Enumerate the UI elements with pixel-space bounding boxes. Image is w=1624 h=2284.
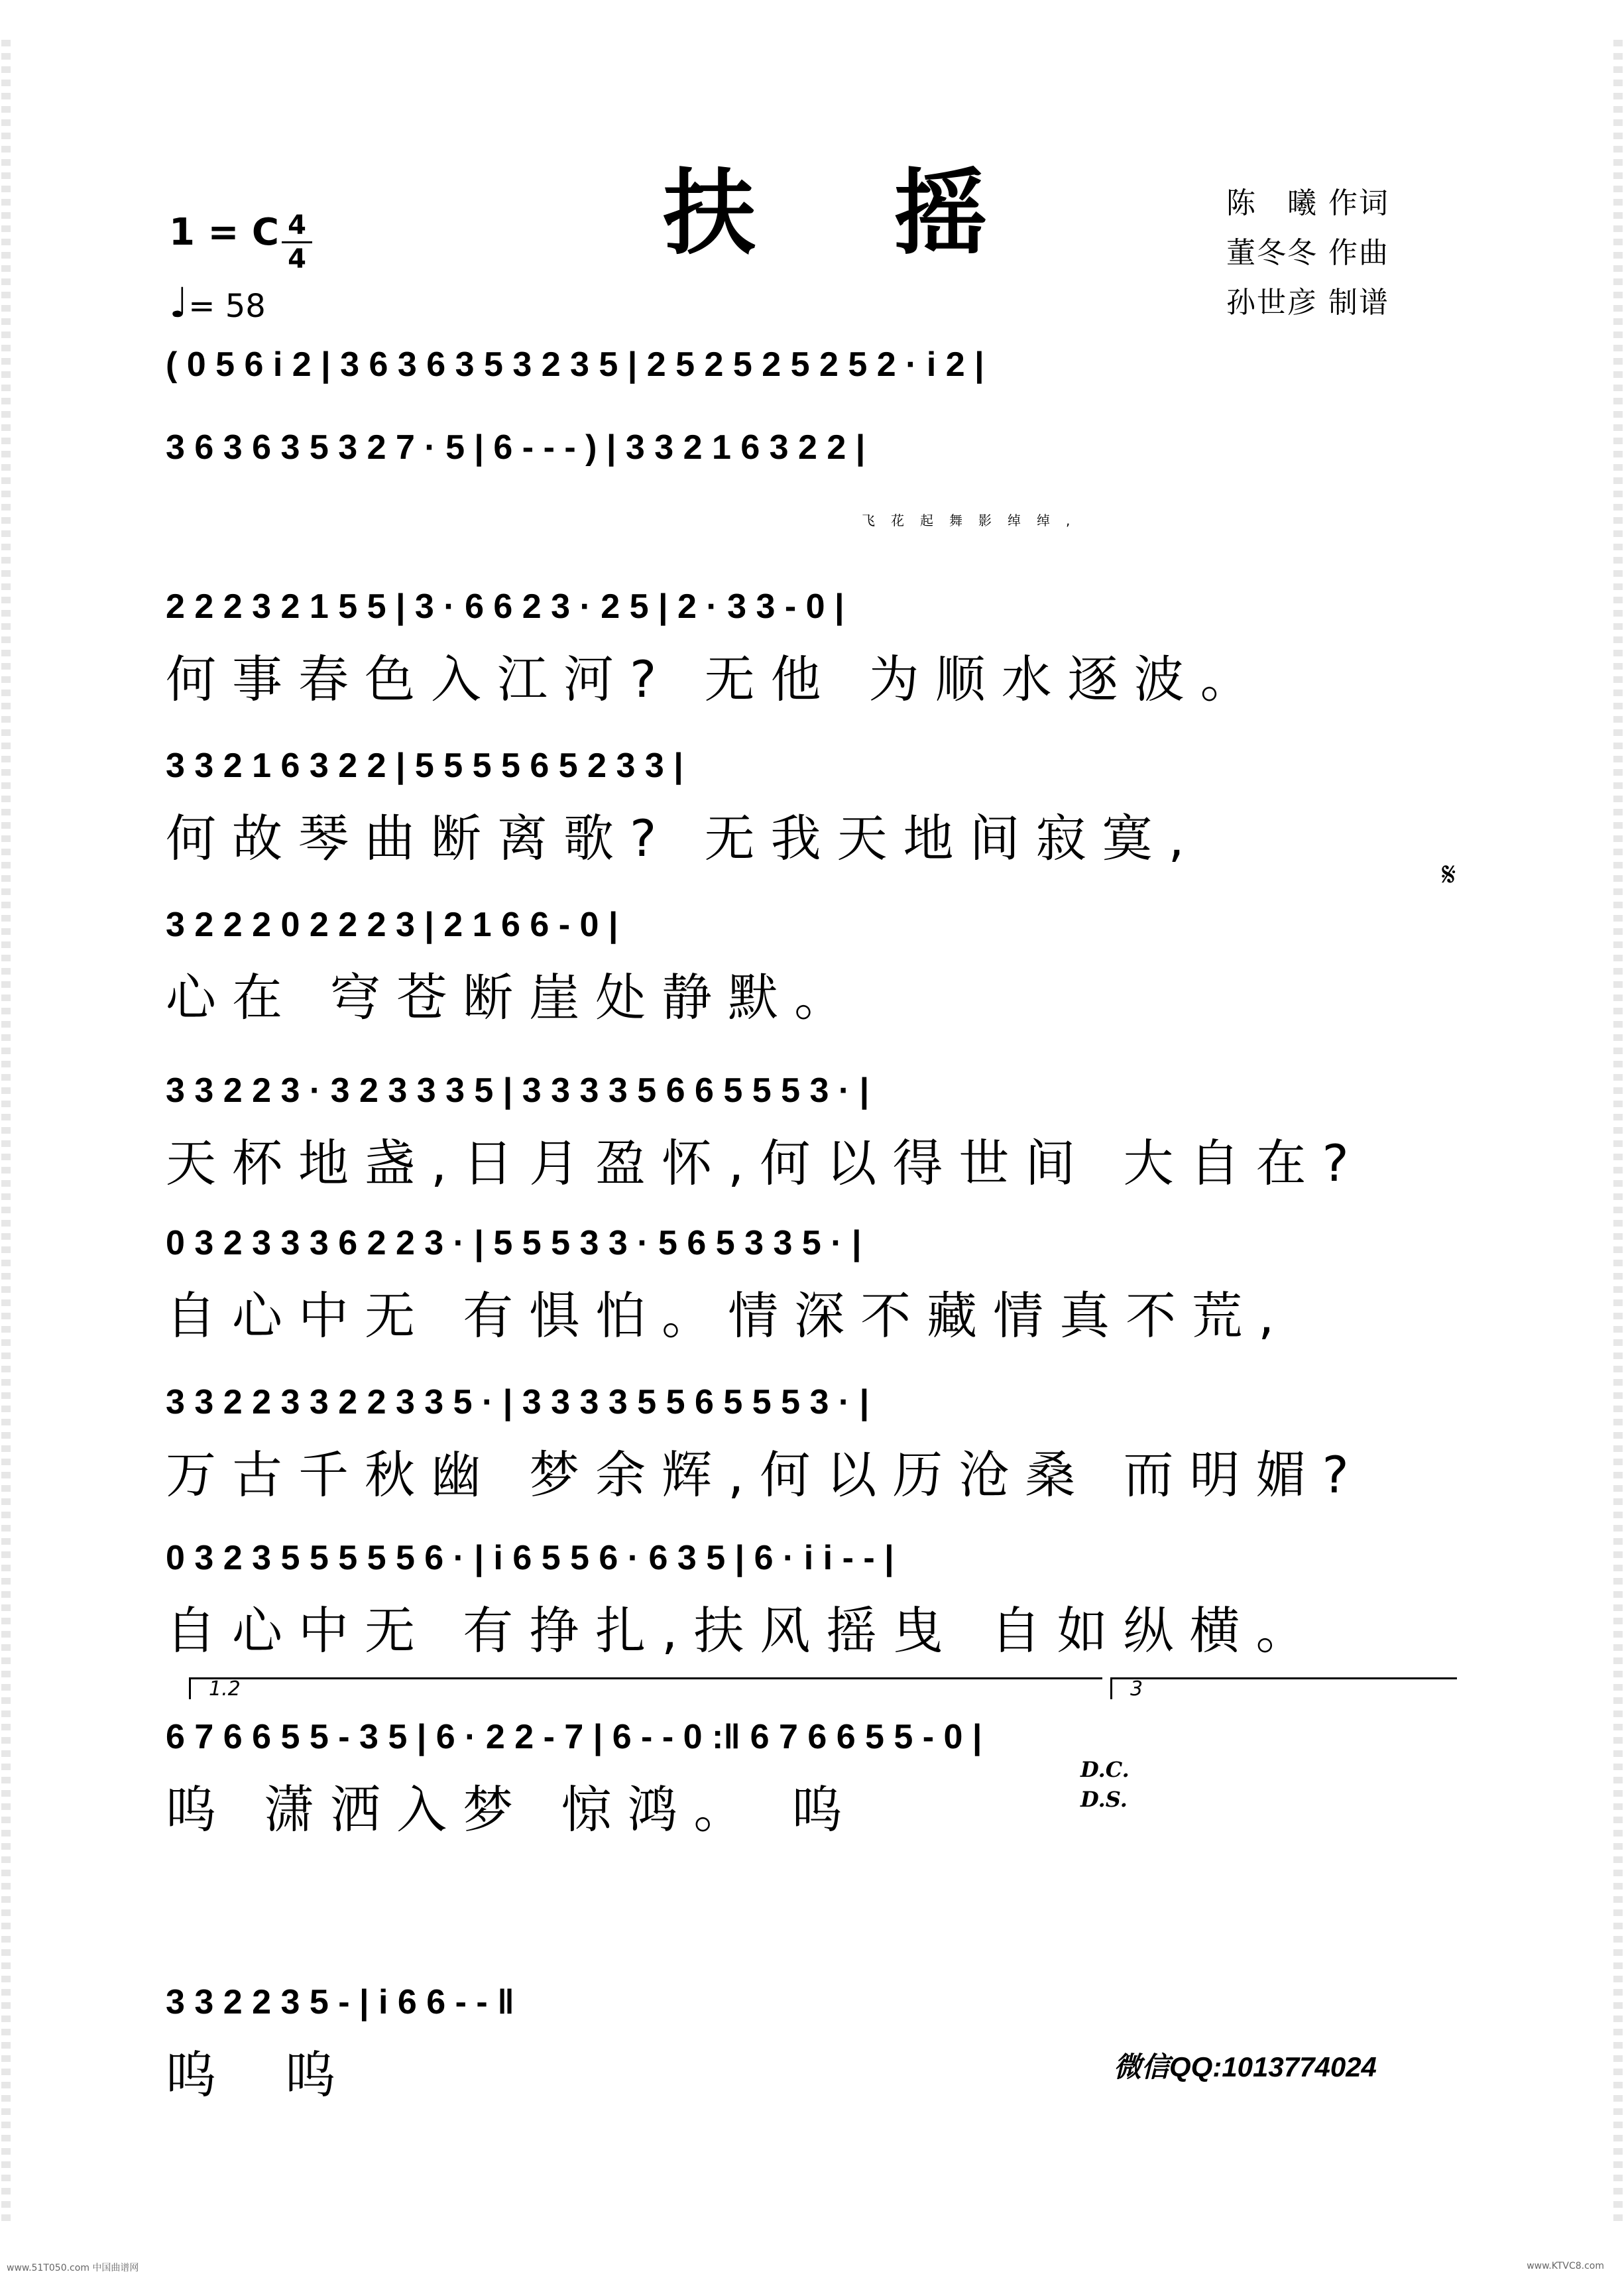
lyrics-line: 天杯地盏,日月盈怀,何以得世间 大自在? bbox=[166, 1134, 1365, 1193]
second-ending-label: 3 bbox=[1130, 1677, 1143, 1701]
time-signature-bottom: 4 bbox=[288, 244, 306, 274]
notation-line: 3 2 2 2 0 2 2 2 3 | 2 1 6 6 - 0 | bbox=[166, 906, 618, 944]
notation-line: 3 3 2 1 6 3 2 2 | 5 5 5 5 6 5 2 3 3 | bbox=[166, 747, 683, 785]
notation-line: ( 0 5 6 i 2 | 3 6 3 6 3 5 3 2 3 5 | 2 5 2 5 2 5 2 5 2 · i 2 | bbox=[166, 345, 984, 384]
notation-line: 3 3 2 2 3 3 2 2 3 3 5 · | 3 3 3 3 5 5 6 5 5 5 3 · | bbox=[166, 1383, 870, 1421]
tempo-marking bbox=[169, 278, 266, 327]
lyrics-line: 何故琴曲断离歌? 无我天地间寂寞, bbox=[166, 809, 1200, 868]
lyrics-line: 自心中无 有挣扎,扶风摇曳 自如纵横。 bbox=[166, 1601, 1322, 1660]
time-signature bbox=[282, 211, 312, 274]
notation-line: 2 2 2 3 2 1 5 5 | 3 · 6 6 2 3 · 2 5 | 2 · 3 3 - 0 | bbox=[166, 587, 844, 626]
second-ending-bracket bbox=[1110, 1677, 1457, 1699]
left-watermark-strip bbox=[1, 40, 11, 2228]
arranger-credit: 孙世彦 制谱 bbox=[1226, 286, 1389, 320]
segno-sign: 𝄋 bbox=[1442, 855, 1456, 894]
wechat-contact: 微信QQ:1013774024 bbox=[1114, 2051, 1377, 2082]
key-signature: 1 = C bbox=[169, 211, 279, 254]
lyrics-line: 呜 潇洒入梦 惊鸿。 呜 bbox=[166, 1780, 858, 1839]
footer-right: www.KTVC8.com bbox=[1527, 2261, 1604, 2271]
lyricist-credit: 陈 曦 作词 bbox=[1226, 186, 1389, 220]
lyrics-line: 自心中无 有惧怕。情深不藏情真不荒, bbox=[166, 1286, 1291, 1345]
ds-marking: D.S. bbox=[1080, 1787, 1128, 1812]
notation-line: 3 3 2 2 3 5 - | i 6 6 - - ‖ bbox=[166, 1983, 514, 2021]
notation-line: 3 6 3 6 3 5 3 2 7 · 5 | 6 - - - ) | 3 3 2 1 6 3 2 2 | bbox=[166, 428, 866, 467]
notation-line: 0 3 2 3 3 3 6 2 2 3 · | 5 5 5 3 3 · 5 6 5 3 3 5 · | bbox=[166, 1224, 862, 1262]
first-ending-bracket bbox=[189, 1677, 1102, 1699]
lyrics-line: 何事春色入江河? 无他 为顺水逐波。 bbox=[166, 650, 1267, 709]
dc-marking: D.C. bbox=[1080, 1757, 1130, 1782]
song-title: 扶 摇 bbox=[663, 159, 1040, 268]
lyrics-line: 飞花起舞影绰绰, bbox=[862, 512, 1086, 528]
lyrics-line: 呜 呜 bbox=[166, 2045, 363, 2104]
first-ending-label: 1.2 bbox=[209, 1677, 241, 1701]
time-signature-top: 4 bbox=[288, 210, 306, 241]
composer-credit: 董冬冬 作曲 bbox=[1226, 236, 1389, 270]
notation-line: 6 7 6 6 5 5 - 3 5 | 6 · 2 2 - 7 | 6 - - 0 :‖ 6 7 6 6 5 5 - 0 | bbox=[166, 1718, 982, 1756]
notation-line: 3 3 2 2 3 · 3 2 3 3 3 5 | 3 3 3 3 5 6 6 5 5 5 3 · | bbox=[166, 1071, 870, 1110]
lyrics-line: 万古千秋幽 梦余辉,何以历沧桑 而明媚? bbox=[166, 1445, 1365, 1504]
footer-left: www.51T050.com 中国曲谱网 bbox=[7, 2263, 139, 2273]
notation-line: 0 3 2 3 5 5 5 5 5 6 · | i 6 5 5 6 · 6 3 5 | 6 · i i - - | bbox=[166, 1539, 894, 1577]
right-watermark-strip bbox=[1613, 40, 1623, 2228]
quarter-note-icon: ♩ bbox=[169, 278, 189, 327]
lyrics-line: 心在 穹苍断崖处静默。 bbox=[166, 968, 861, 1027]
tempo-value: = 58 bbox=[188, 288, 266, 325]
